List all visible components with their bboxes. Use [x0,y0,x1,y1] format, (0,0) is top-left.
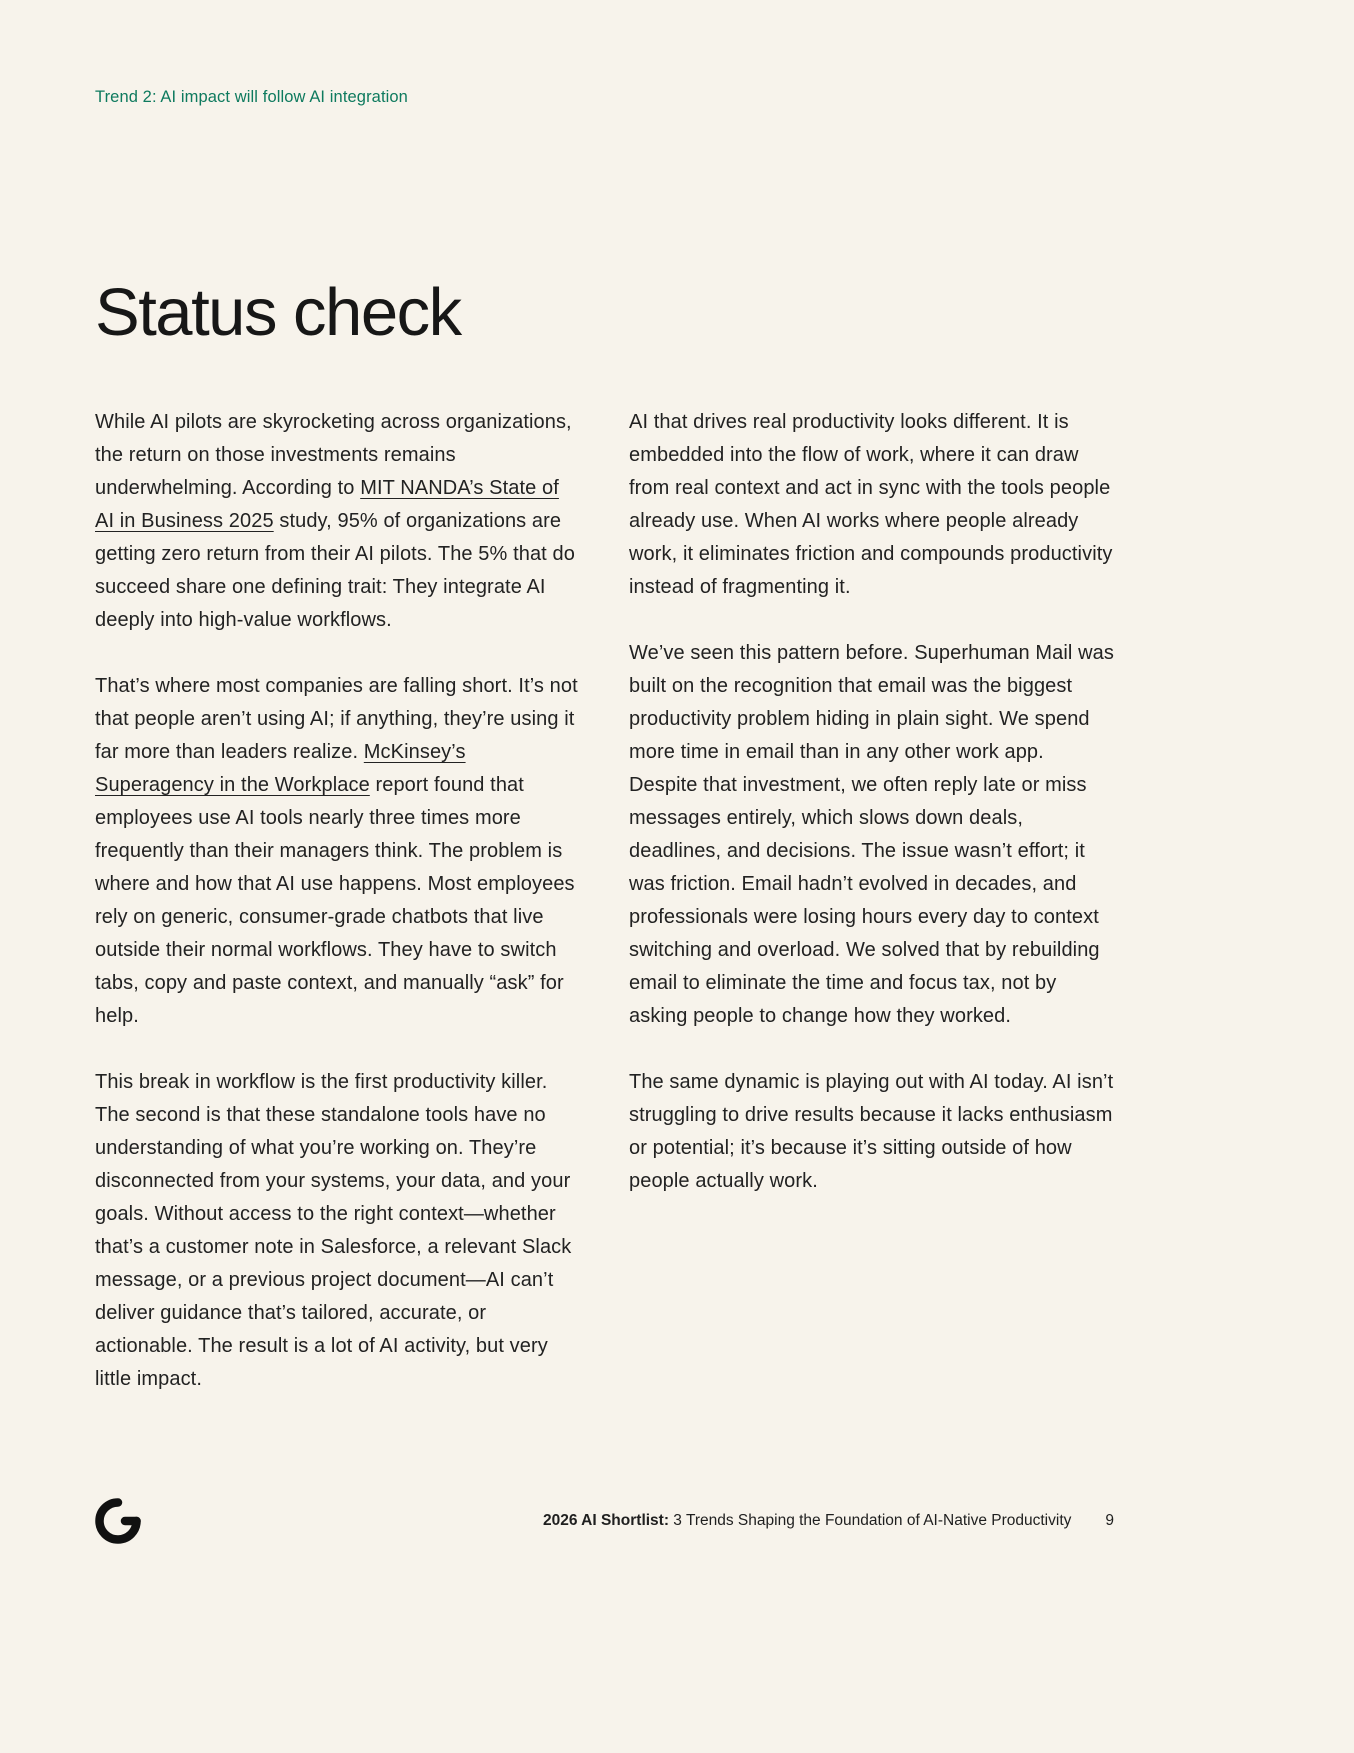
body-columns [95,406,1114,1396]
footer-report-title: 2026 AI Shortlist: [542,1512,669,1529]
g-logo-icon [95,1498,141,1544]
right-column [629,406,1114,1396]
inline-link[interactable]: McKinsey’s Superagency in the Workplace [95,741,466,796]
page-title: Status check [95,275,461,350]
trend-eyebrow: Trend 2: AI impact will follow AI integration [95,88,408,106]
text-segment: That’s where most companies are falling short. It’s not that people aren’t using AI; if anything, they’re using it far more than leaders realize. [95,675,578,763]
text-segment: report found that employees use AI tools nearly three times more frequently than their managers think. The problem is where and how that AI use happens. Most employees rely on generic, consumer-grade chatbots that live outside their normal workflows. They have to switch tabs, copy and paste context, and manually “ask” for help. [95,774,575,1027]
body-paragraph [95,406,580,637]
body-paragraph [629,406,1114,604]
body-paragraph [629,637,1114,1033]
body-paragraph [95,670,580,1033]
body-paragraph [629,1066,1114,1198]
inline-link[interactable]: MIT NANDA’s State of AI in Business 2025 [95,477,559,532]
text-segment: While AI pilots are skyrocketing across organizations, the return on those investments remains underwhelming. According to [95,411,572,499]
text-segment: The same dynamic is playing out with AI today. AI isn’t struggling to drive results because it lacks enthusiasm or potential; it’s because it’s sitting outside of how people actually work. [629,1071,1114,1192]
page-footer [95,1498,1114,1544]
text-segment: This break in workflow is the first productivity killer. The second is that these standalone tools have no understanding of what you’re working on. They’re disconnected from your systems, your data, and your goals. Without access to the right context—whether that’s a customer note in Salesforce, a relevant Slack message, or a previous project document—AI can’t deliver guidance that’s tailored, accurate, or actionable. The result is a lot of AI activity, but very little impact. [95,1071,572,1390]
text-segment: study, 95% of organizations are getting zero return from their AI pilots. The 5% that do succeed share one defining trait: They integrate AI deeply into high-value workflows. [95,510,575,631]
page-number: 9 [1105,1512,1114,1529]
body-paragraph [95,1066,580,1396]
text-segment: We’ve seen this pattern before. Superhuman Mail was built on the recognition that email was the biggest productivity problem hiding in plain sight. We spend more time in email than in any other work app. Despite that investment, we often reply late or miss messages entirely, which slows down deals, deadlines, and decisions. The issue wasn’t effort; it was friction. Email hadn’t evolved in decades, and professionals were losing hours every day to context switching and overload. We solved that by rebuilding email to eliminate the time and focus tax, not by asking people to change how they worked. [629,642,1114,1027]
left-column [95,406,580,1396]
text-segment: AI that drives real productivity looks different. It is embedded into the flow of work, where it can draw from real context and act in sync with the tools people already use. When AI works where people already work, it eliminates friction and compounds productivity instead of fragmenting it. [629,411,1113,598]
footer-report-subtitle: 3 Trends Shaping the Foundation of AI-Native Productivity [669,1512,1072,1529]
footer-text [543,1512,1114,1530]
